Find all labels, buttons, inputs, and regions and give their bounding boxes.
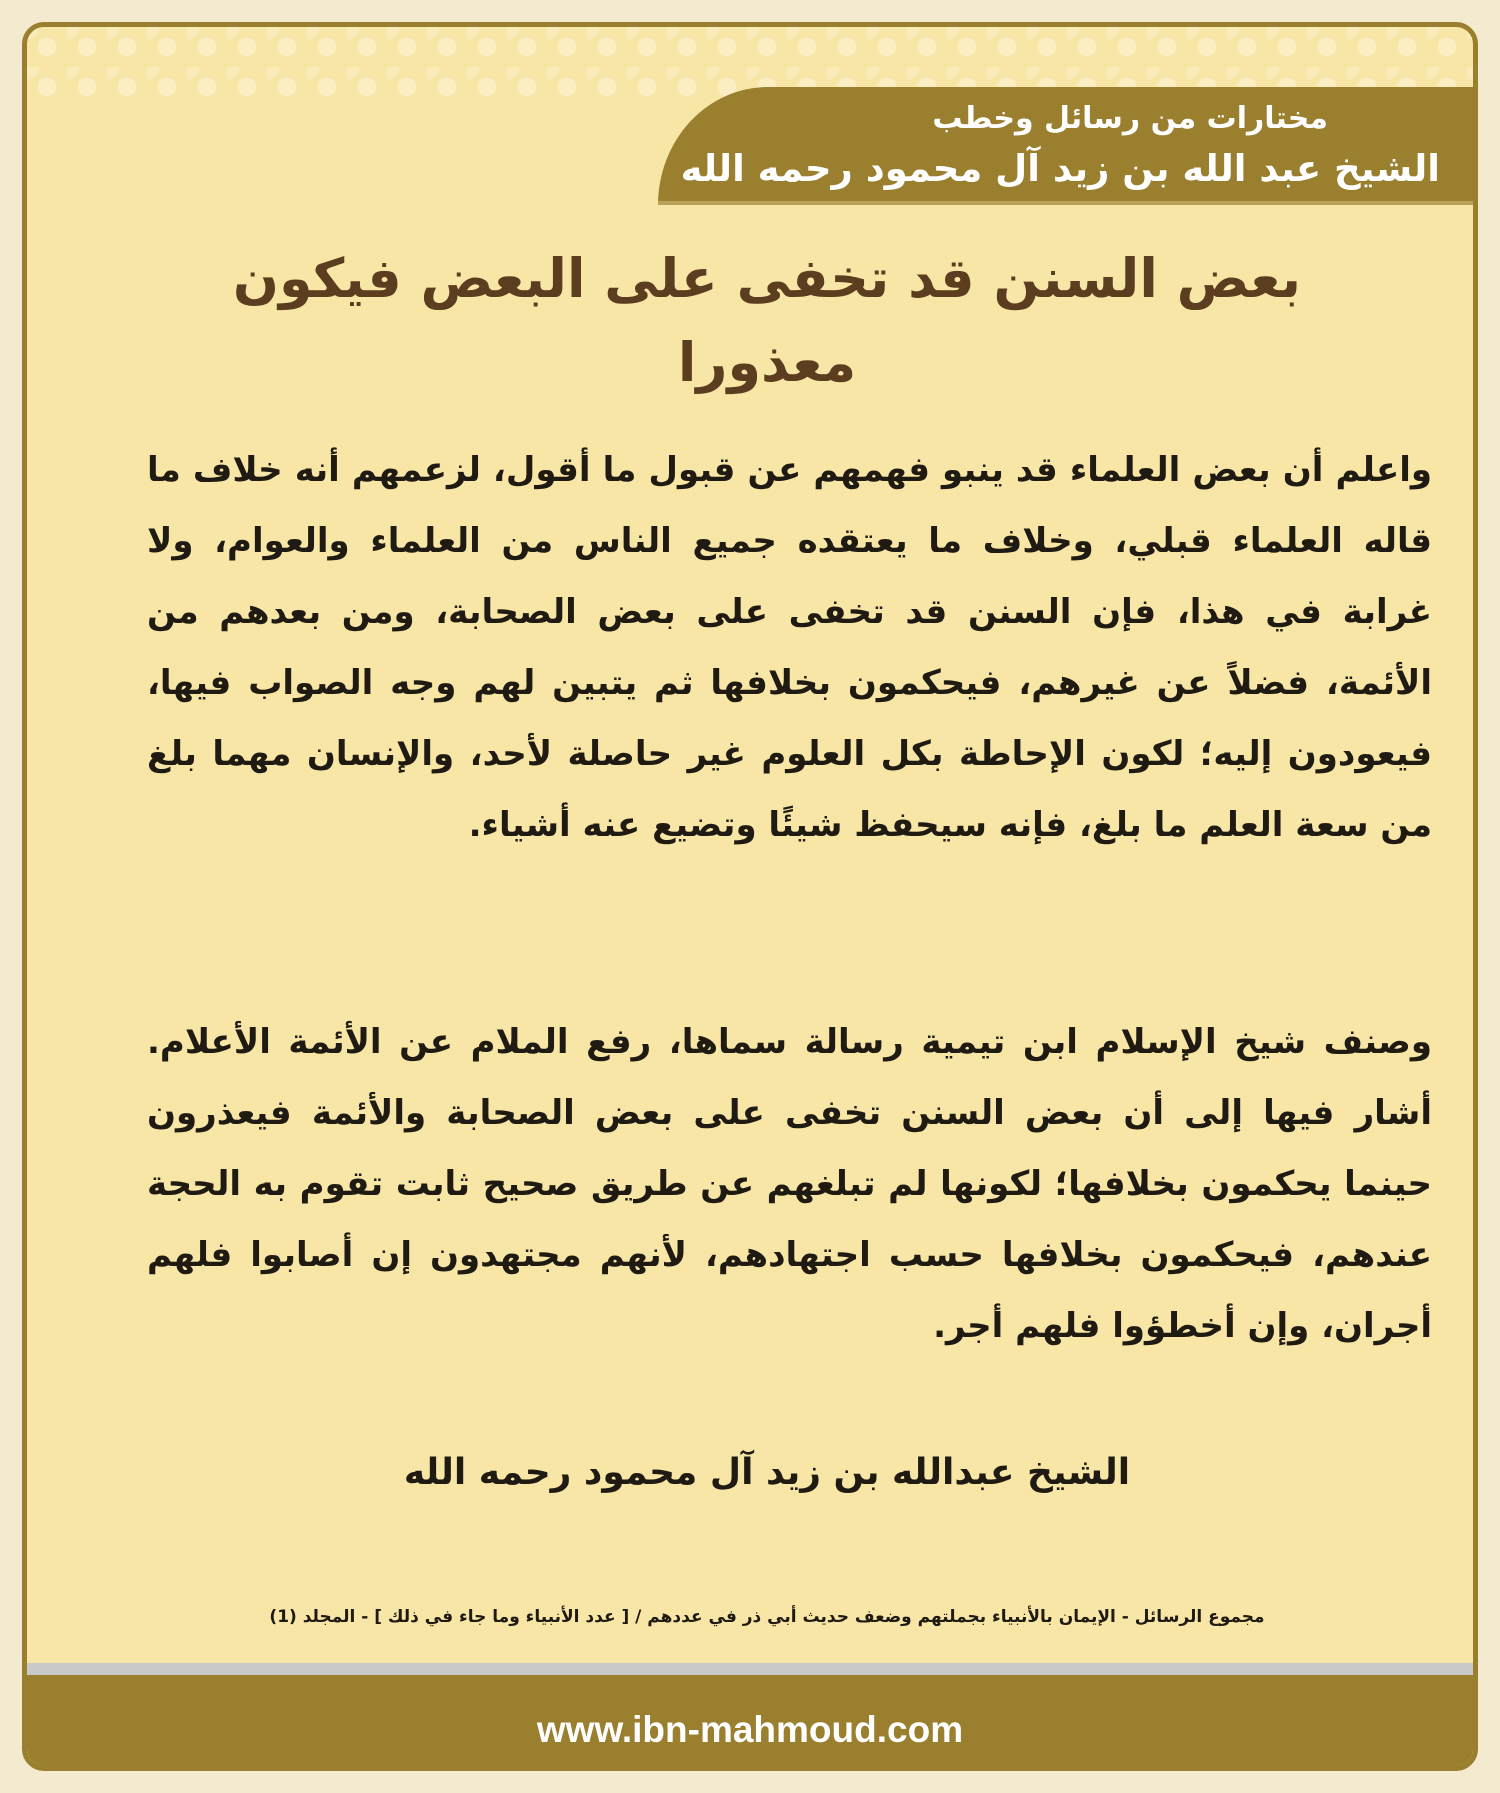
website-url[interactable]: www.ibn-mahmoud.com [536, 1709, 964, 1750]
header-author: الشيخ عبد الله بن زيد آل محمود رحمه الله [680, 147, 1440, 190]
author-signature: الشيخ عبدالله بن زيد آل محمود رحمه الله [403, 1452, 1131, 1493]
footer-divider [27, 1663, 1473, 1675]
paragraph-1: واعلم أن بعض العلماء قد ينبو فهمهم عن قبول ما أقول، لزعمهم أنه خلاف ما قاله العلماء قبلي، وخلاف ما يعتقده جميع الناس من العلماء والعوام، ولا غرابة في هذا، فإن السنن قد تخفى على بعض الصحابة، ومن بعدهم من الأئمة، فضلاً عن غيرهم، فيحكمون بخلافها ثم يتبين لهم وجه الصواب فيها، فيعودون إليه؛ لكون الإحاطة بكل العلوم غير حاصلة لأحد، والإنسان مهما بلغ من سعة العلم ما بلغ، فإنه سيحفظ شيئًا وتضيع عنه أشياء. [147, 450, 1432, 845]
header-subtitle: مختارات من رسائل وخطب [932, 101, 1328, 136]
article-title: بعض السنن قد تخفى على البعض فيكون معذورا [232, 247, 1302, 394]
paragraph-2: وصنف شيخ الإسلام ابن تيمية رسالة سماها، رفع الملام عن الأئمة الأعلام. أشار فيها إلى أن بعض السنن تخفى على بعض الصحابة والأئمة فيعذرون حينما يحكمون بخلافها؛ لكونها لم تبلغهم عن طريق صحيح ثابت تقوم به الحجة عندهم، فيحكمون بخلافها حسب اجتهادهم، لأنهم مجتهدون إن أصابوا فلهم أجران، وإن أخطؤوا فلهم أجر. [147, 1022, 1432, 1346]
article-card [22, 22, 1478, 1771]
footer-bar [27, 1675, 1473, 1771]
source-citation: مجموع الرسائل - الإيمان بالأنبياء بجملتهم وضعف حديث أبي ذر في عددهم / [ عدد الأنبياء وما جاء في ذلك ] - المجلد (1) [269, 1607, 1265, 1627]
header-banner [658, 87, 1478, 205]
